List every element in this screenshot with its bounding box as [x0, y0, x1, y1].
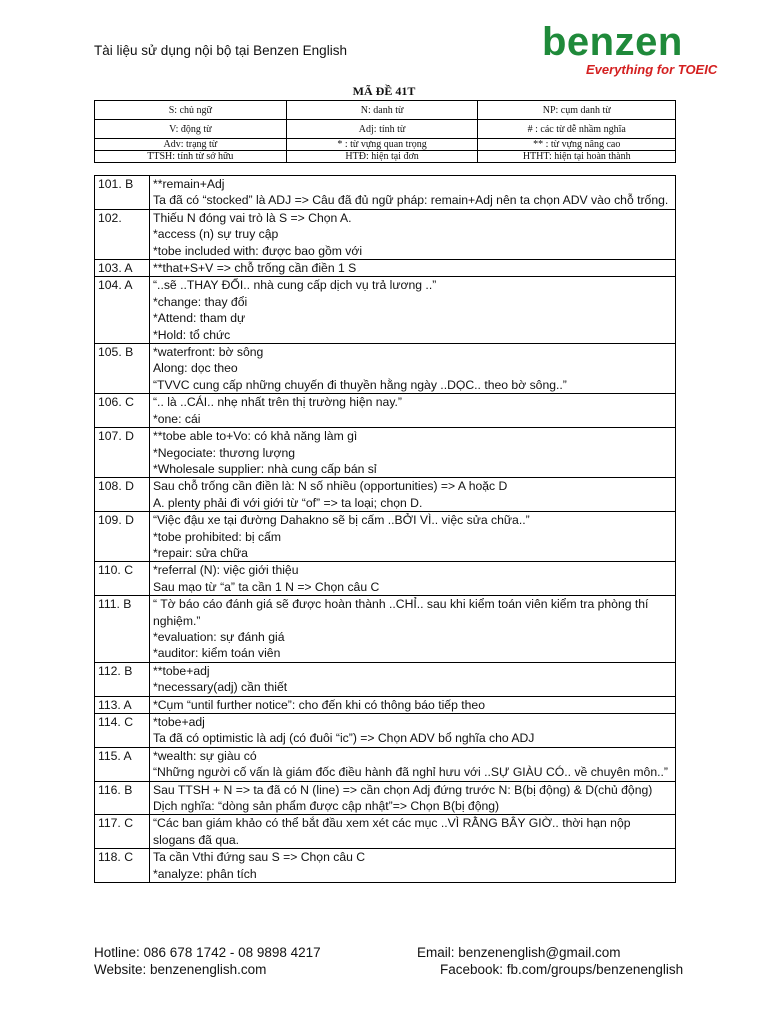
- answer-row: [95, 596, 676, 663]
- answer-explanation: [150, 260, 676, 277]
- answer-explanation: [150, 394, 676, 428]
- question-number: 112. B: [95, 662, 150, 696]
- question-number: 114. C: [95, 714, 150, 748]
- answer-row: [95, 209, 676, 259]
- abbreviation-legend: [94, 100, 676, 163]
- legend-cell: ** : từ vựng nâng cao: [478, 139, 676, 151]
- explanation-line: *repair: sửa chữa: [153, 545, 248, 560]
- explanation-line: *wealth: sự giàu có: [153, 748, 257, 763]
- answer-explanation: [150, 714, 676, 748]
- footer-facebook: Facebook: fb.com/groups/benzenenglish: [440, 962, 684, 977]
- explanation-line: Along: dọc theo: [153, 361, 238, 376]
- logo-wordmark: benzen: [542, 20, 683, 64]
- answer-explanation: [150, 209, 676, 259]
- question-number: 102.: [95, 209, 150, 259]
- explanation-line: Dịch nghĩa: “dòng sản phẩm được cập nhật”=> Chọn B(bị động): [153, 799, 500, 814]
- legend-cell: V: động từ: [95, 120, 287, 139]
- explanation-line: Sau TTSH + N => ta đã có N (line) => cần chọn Adj đứng trước N: B(bị động) & D(chủ động): [153, 782, 653, 797]
- explanation-line: *evaluation: sự đánh giá: [153, 629, 285, 644]
- question-number: 104. A: [95, 277, 150, 344]
- answer-explanation: [150, 478, 676, 512]
- legend-cell: HTĐ: hiện tại đơn: [286, 151, 478, 163]
- question-number: 118. C: [95, 849, 150, 883]
- question-number: 113. A: [95, 696, 150, 713]
- answer-row: [95, 662, 676, 696]
- answer-row: [95, 747, 676, 781]
- explanation-line: Ta cần Vthi đứng sau S => Chọn câu C: [153, 850, 366, 865]
- legend-cell: S: chủ ngữ: [95, 101, 287, 120]
- question-number: 111. B: [95, 596, 150, 663]
- question-number: 103. A: [95, 260, 150, 277]
- explanation-line: *tobe included with: được bao gồm với: [153, 243, 363, 258]
- answer-row: [95, 562, 676, 596]
- answer-explanation: [150, 596, 676, 663]
- legend-cell: # : các từ dễ nhầm nghĩa: [478, 120, 676, 139]
- answer-row: [95, 696, 676, 713]
- explanation-line: *referral (N): việc giới thiệu: [153, 563, 299, 578]
- explanation-line: **tobe able to+Vo: có khả năng làm gì: [153, 429, 358, 444]
- answer-row: [95, 428, 676, 478]
- explanation-line: *one: cái: [153, 411, 201, 426]
- answer-explanation: [150, 696, 676, 713]
- explanation-line: *waterfront: bờ sông: [153, 345, 264, 360]
- explanation-line: Ta đã có optimistic là adj (có đuôi “ic”) => Chọn ADV bổ nghĩa cho ADJ: [153, 731, 535, 746]
- explanation-line: Ta đã có “stocked” là ADJ => Câu đã đủ ngữ pháp: remain+Adj nên ta chọn ADV vào chỗ trống.: [153, 193, 669, 208]
- test-code-title: MÃ ĐỀ 41T: [352, 84, 416, 98]
- explanation-line: *Attend: tham dự: [153, 311, 246, 326]
- explanation-line: *Cụm “until further notice”: cho đến khi có thông báo tiếp theo: [153, 697, 485, 712]
- answer-explanation: [150, 512, 676, 562]
- explanation-line: **tobe+adj: [153, 663, 210, 678]
- explanation-line: “TVVC cung cấp những chuyến đi thuyền hằng ngày ..DỌC.. theo bờ sông..”: [153, 377, 567, 392]
- explanation-line: *access (n) sự truy cập: [153, 227, 279, 242]
- question-number: 110. C: [95, 562, 150, 596]
- explanation-line: Sau chỗ trống cần điền là: N số nhiều (opportunities) => A hoặc D: [153, 479, 508, 494]
- legend-cell: * : từ vựng quan trọng: [286, 139, 478, 151]
- explanation-line: *tobe prohibited: bị cấm: [153, 529, 282, 544]
- answer-explanation: [150, 662, 676, 696]
- question-number: 105. B: [95, 344, 150, 394]
- explanation-line: *Negociate: thương lượng: [153, 445, 296, 460]
- explanation-line: *Hold: tổ chức: [153, 327, 231, 342]
- answer-row: [95, 344, 676, 394]
- explanation-line: “ Tờ báo cáo đánh giá sẽ được hoàn thành ..CHỈ.. sau khi kiểm toán viên kiểm tra phòng thí nghiệm.”: [153, 597, 649, 628]
- answer-row: [95, 394, 676, 428]
- explanation-line: “Việc đậu xe tại đường Dahakno sẽ bị cấm ..BỞI VÌ.. việc sửa chữa..”: [153, 513, 530, 528]
- explanation-line: Thiếu N đóng vai trò là S => Chọn A.: [153, 210, 352, 225]
- footer-email: Email: benzenenglish@gmail.com: [417, 945, 621, 960]
- explanation-line: A. plenty phải đi với giới từ “of” => ta loại; chọn D.: [153, 495, 423, 510]
- question-number: 117. C: [95, 815, 150, 849]
- explanation-line: “Các ban giám khảo có thể bắt đầu xem xét các mục ..VÌ RẰNG BÂY GIỜ.. thời hạn nộp slogans đã qua.: [153, 816, 631, 847]
- legend-cell: TTSH: tính từ sở hữu: [95, 151, 287, 163]
- explanation-line: **that+S+V => chỗ trống cần điền 1 S: [153, 261, 357, 276]
- document-note: Tài liệu sử dụng nội bộ tại Benzen English: [94, 43, 347, 58]
- explanation-line: “..sẽ ..THAY ĐỔI.. nhà cung cấp dịch vụ trả lương ..”: [153, 278, 437, 293]
- question-number: 116. B: [95, 781, 150, 815]
- logo-tagline: Everything for TOEIC: [586, 62, 718, 77]
- explanation-line: *auditor: kiểm toán viên: [153, 646, 281, 661]
- question-number: 115. A: [95, 747, 150, 781]
- explanation-line: Sau mạo từ “a” ta cần 1 N => Chọn câu C: [153, 579, 380, 594]
- explanation-line: *change: thay đổi: [153, 294, 248, 309]
- answer-row: [95, 815, 676, 849]
- question-number: 108. D: [95, 478, 150, 512]
- legend-cell: Adv: trạng từ: [95, 139, 287, 151]
- answer-row: [95, 478, 676, 512]
- answer-key-table: [94, 175, 676, 883]
- answer-row: [95, 176, 676, 210]
- legend-cell: Adj: tính từ: [286, 120, 478, 139]
- question-number: 106. C: [95, 394, 150, 428]
- footer-hotline: Hotline: 086 678 1742 - 08 9898 4217: [94, 945, 321, 960]
- answer-row: [95, 781, 676, 815]
- explanation-line: “.. là ..CÁI.. nhẹ nhất trên thị trường hiện nay.”: [153, 395, 402, 410]
- explanation-line: *Wholesale supplier: nhà cung cấp bán sỉ: [153, 461, 377, 476]
- explanation-line: *tobe+adj: [153, 715, 205, 729]
- legend-cell: NP: cụm danh từ: [478, 101, 676, 120]
- answer-explanation: [150, 277, 676, 344]
- answer-explanation: [150, 428, 676, 478]
- answer-explanation: [150, 176, 676, 210]
- legend-cell: N: danh từ: [286, 101, 478, 120]
- answer-explanation: [150, 849, 676, 883]
- answer-row: [95, 277, 676, 344]
- explanation-line: “Những người cố vấn là giám đốc điều hành đã nghỉ hưu với ..SỰ GIÀU CÓ.. về chuyên môn..”: [153, 765, 668, 780]
- footer-website: Website: benzenenglish.com: [94, 962, 267, 977]
- answer-row: [95, 714, 676, 748]
- answer-row: [95, 849, 676, 883]
- question-number: 101. B: [95, 176, 150, 210]
- explanation-line: *necessary(adj) cần thiết: [153, 680, 288, 695]
- answer-explanation: [150, 781, 676, 815]
- answer-explanation: [150, 344, 676, 394]
- answer-explanation: [150, 747, 676, 781]
- explanation-line: *analyze: phân tích: [153, 866, 257, 881]
- benzen-logo: [542, 20, 718, 84]
- answer-row: [95, 512, 676, 562]
- question-number: 109. D: [95, 512, 150, 562]
- answer-explanation: [150, 815, 676, 849]
- question-number: 107. D: [95, 428, 150, 478]
- answer-explanation: [150, 562, 676, 596]
- explanation-line: **remain+Adj: [153, 177, 225, 191]
- legend-cell: HTHT: hiện tại hoàn thành: [478, 151, 676, 163]
- answer-row: [95, 260, 676, 277]
